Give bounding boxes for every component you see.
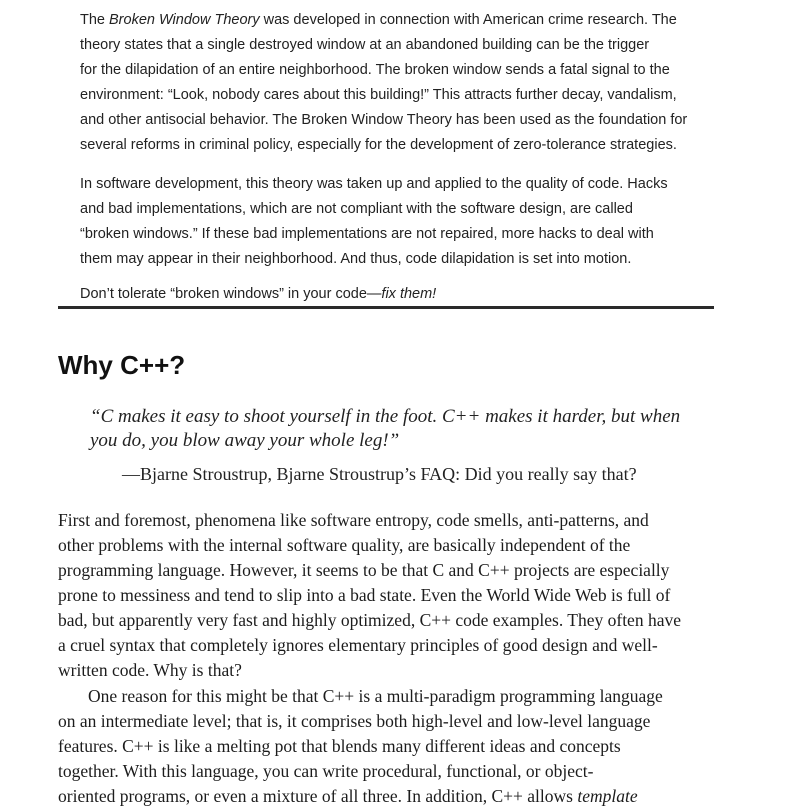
broken-window-sidebar bbox=[58, 0, 714, 309]
sidebar-paragraph-2 bbox=[80, 172, 700, 272]
sidebar-paragraph-1-line: theory states that a single destroyed window at an abandoned building can be the trigger bbox=[80, 37, 650, 53]
body-paragraph-2-line: together. With this language, you can write procedural, functional, or object- bbox=[58, 761, 594, 781]
body-paragraph-1-line: programming language. However, it seems to be that C and C++ projects are especially bbox=[58, 560, 670, 580]
body-paragraph-1-line: a cruel syntax that completely ignores elementary principles of good design and well- bbox=[58, 635, 658, 655]
body-paragraph-2 bbox=[58, 684, 728, 809]
sidebar-paragraph-2-line: them may appear in their neighborhood. And thus, code dilapidation is set into motion. bbox=[80, 251, 632, 267]
sidebar-paragraph-2-line: and bad implementations, which are not compliant with the software design, are called bbox=[80, 201, 633, 217]
sidebar-paragraph-1-line: environment: “Look, nobody cares about this building!” This attracts further decay, vandalism, bbox=[80, 87, 677, 103]
body-paragraph-1-line: First and foremost, phenomena like software entropy, code smells, anti-patterns, and bbox=[58, 510, 649, 530]
body-paragraph-2-line: oriented programs, or even a mixture of all three. In addition, C++ allows template bbox=[58, 786, 638, 806]
theory-name-emphasis: Broken Window Theory bbox=[109, 12, 260, 28]
sidebar-closing-line: Don’t tolerate “broken windows” in your code—fix them! bbox=[80, 286, 437, 302]
epigraph-line: you do, you blow away your whole leg!” bbox=[90, 430, 400, 451]
fix-them-emphasis: fix them! bbox=[381, 286, 437, 302]
body-paragraph-2-line: on an intermediate level; that is, it comprises both high-level and low-level language bbox=[58, 711, 651, 731]
body-paragraph-2-line: features. C++ is like a melting pot that blends many different ideas and concepts bbox=[58, 736, 621, 756]
sidebar-paragraph-1-line: for the dilapidation of an entire neighborhood. The broken window sends a fatal signal to the bbox=[80, 62, 670, 78]
template-emphasis: template bbox=[577, 786, 638, 806]
body-paragraph-1 bbox=[58, 508, 728, 683]
body-paragraph-1-line: written code. Why is that? bbox=[58, 660, 242, 680]
epigraph-quote bbox=[90, 405, 730, 453]
sidebar-paragraph-1-line: The Broken Window Theory was developed in connection with American crime research. The bbox=[80, 12, 677, 28]
epigraph-attribution: —Bjarne Stroustrup, Bjarne Stroustrup’s FAQ: Did you really say that? bbox=[122, 464, 637, 484]
sidebar-paragraph-1 bbox=[80, 8, 700, 158]
sidebar-paragraph-2-line: “broken windows.” If these bad implementations are not repaired, more hacks to deal with bbox=[80, 226, 654, 242]
section-heading: Why C++? bbox=[58, 350, 186, 380]
body-paragraph-1-line: prone to messiness and tend to slip into a bad state. Even the World Wide Web is full of bbox=[58, 585, 671, 605]
sidebar-paragraph-1-line: and other antisocial behavior. The Broken Window Theory has been used as the foundation for bbox=[80, 112, 688, 128]
body-paragraph-1-line: other problems with the internal software quality, are basically independent of the bbox=[58, 535, 631, 555]
epigraph-line: “C makes it easy to shoot yourself in the foot. C++ makes it harder, but when bbox=[90, 406, 681, 427]
body-paragraph-2-line: One reason for this might be that C++ is a multi-paradigm programming language bbox=[88, 686, 663, 706]
sidebar-paragraph-1-line: several reforms in criminal policy, especially for the development of zero-tolerance strategies. bbox=[80, 137, 677, 153]
sidebar-paragraph-2-line: In software development, this theory was taken up and applied to the quality of code. Hacks bbox=[80, 176, 668, 192]
body-paragraph-1-line: bad, but apparently very fast and highly optimized, C++ code examples. They often have bbox=[58, 610, 681, 630]
